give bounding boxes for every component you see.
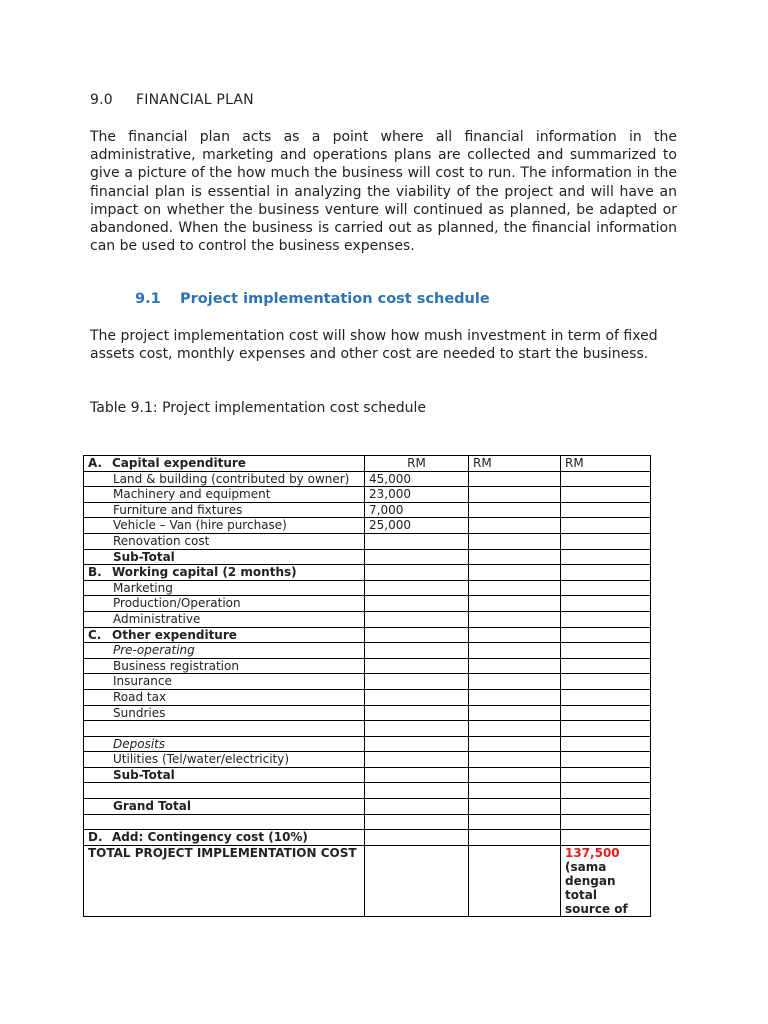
grand-total-label: Grand Total: [84, 799, 365, 815]
subtotal2-label: Sub-Total: [84, 767, 365, 783]
table-row: Sundries: [84, 705, 651, 721]
section-a-header: A. Capital expenditure: [84, 456, 365, 472]
subtotal-label: Sub-Total: [84, 549, 365, 565]
table-row: Insurance: [84, 674, 651, 690]
col-header-rm-2: RM: [469, 456, 561, 472]
table-row: [84, 721, 651, 737]
section-b-header: B. Working capital (2 months): [84, 565, 365, 581]
subsection-heading: [135, 291, 490, 307]
table-row: [84, 627, 651, 643]
total-value: 137,500: [565, 845, 620, 860]
table-row: Business registration: [84, 658, 651, 674]
table-row: Road tax: [84, 689, 651, 705]
table-row: Deposits: [84, 736, 651, 752]
total-note: (sama dengan total source of: [565, 859, 628, 916]
table-row: [84, 565, 651, 581]
table-row: [84, 830, 651, 846]
table-row: [84, 845, 651, 916]
col-header-rm-3: RM: [561, 456, 651, 472]
table-row: Land & building (contributed by owner) 45,000: [84, 471, 651, 487]
table-row: Pre-operating: [84, 643, 651, 659]
table-row: Vehicle – Van (hire purchase) 25,000: [84, 518, 651, 534]
table-row: [84, 456, 651, 472]
col-header-rm-1: RM: [365, 456, 469, 472]
table-row: Administrative: [84, 611, 651, 627]
subsection-paragraph: The project implementation cost will show how mush investment in term of fixed assets cost, monthly expenses and other cost are needed to start the business.: [90, 328, 658, 363]
table-row: Machinery and equipment 23,000: [84, 487, 651, 503]
table-row: [84, 799, 651, 815]
section-d-header: D. Add: Contingency cost (10%): [84, 830, 365, 846]
total-project-cost-cell: [561, 845, 651, 916]
table-row: [84, 549, 651, 565]
table-row: [84, 783, 651, 799]
intro-paragraph: The financial plan acts as a point where all financial information in the administrative, marketing and operations plans are collected and summarized to give a picture of the how much the business will cost to run. The information in the financial plan is essential in analyzing the viability of the project and will have an impact on whether the business venture will continued as planned, be adapted or abandoned. When the business is carried out as planned, the financial information can be used to control the business expenses.: [90, 129, 677, 255]
table-row: Renovation cost: [84, 533, 651, 549]
section-number: 9.0: [90, 92, 113, 108]
subsection-number: 9.1: [135, 291, 161, 307]
cost-schedule-table: [83, 455, 651, 917]
section-heading: [90, 92, 254, 108]
table-caption: Table 9.1: Project implementation cost schedule: [90, 400, 427, 416]
subsection-title: Project implementation cost schedule: [180, 291, 490, 307]
table-row: Furniture and fixtures 7,000: [84, 502, 651, 518]
total-project-cost-label: TOTAL PROJECT IMPLEMENTATION COST: [84, 845, 365, 916]
table-row: Marketing: [84, 580, 651, 596]
table-row: Utilities (Tel/water/electricity): [84, 752, 651, 768]
table-row: Production/Operation: [84, 596, 651, 612]
table-row: [84, 814, 651, 830]
section-c-header: C. Other expenditure: [84, 627, 365, 643]
section-title: FINANCIAL PLAN: [136, 92, 254, 108]
table-row: [84, 767, 651, 783]
